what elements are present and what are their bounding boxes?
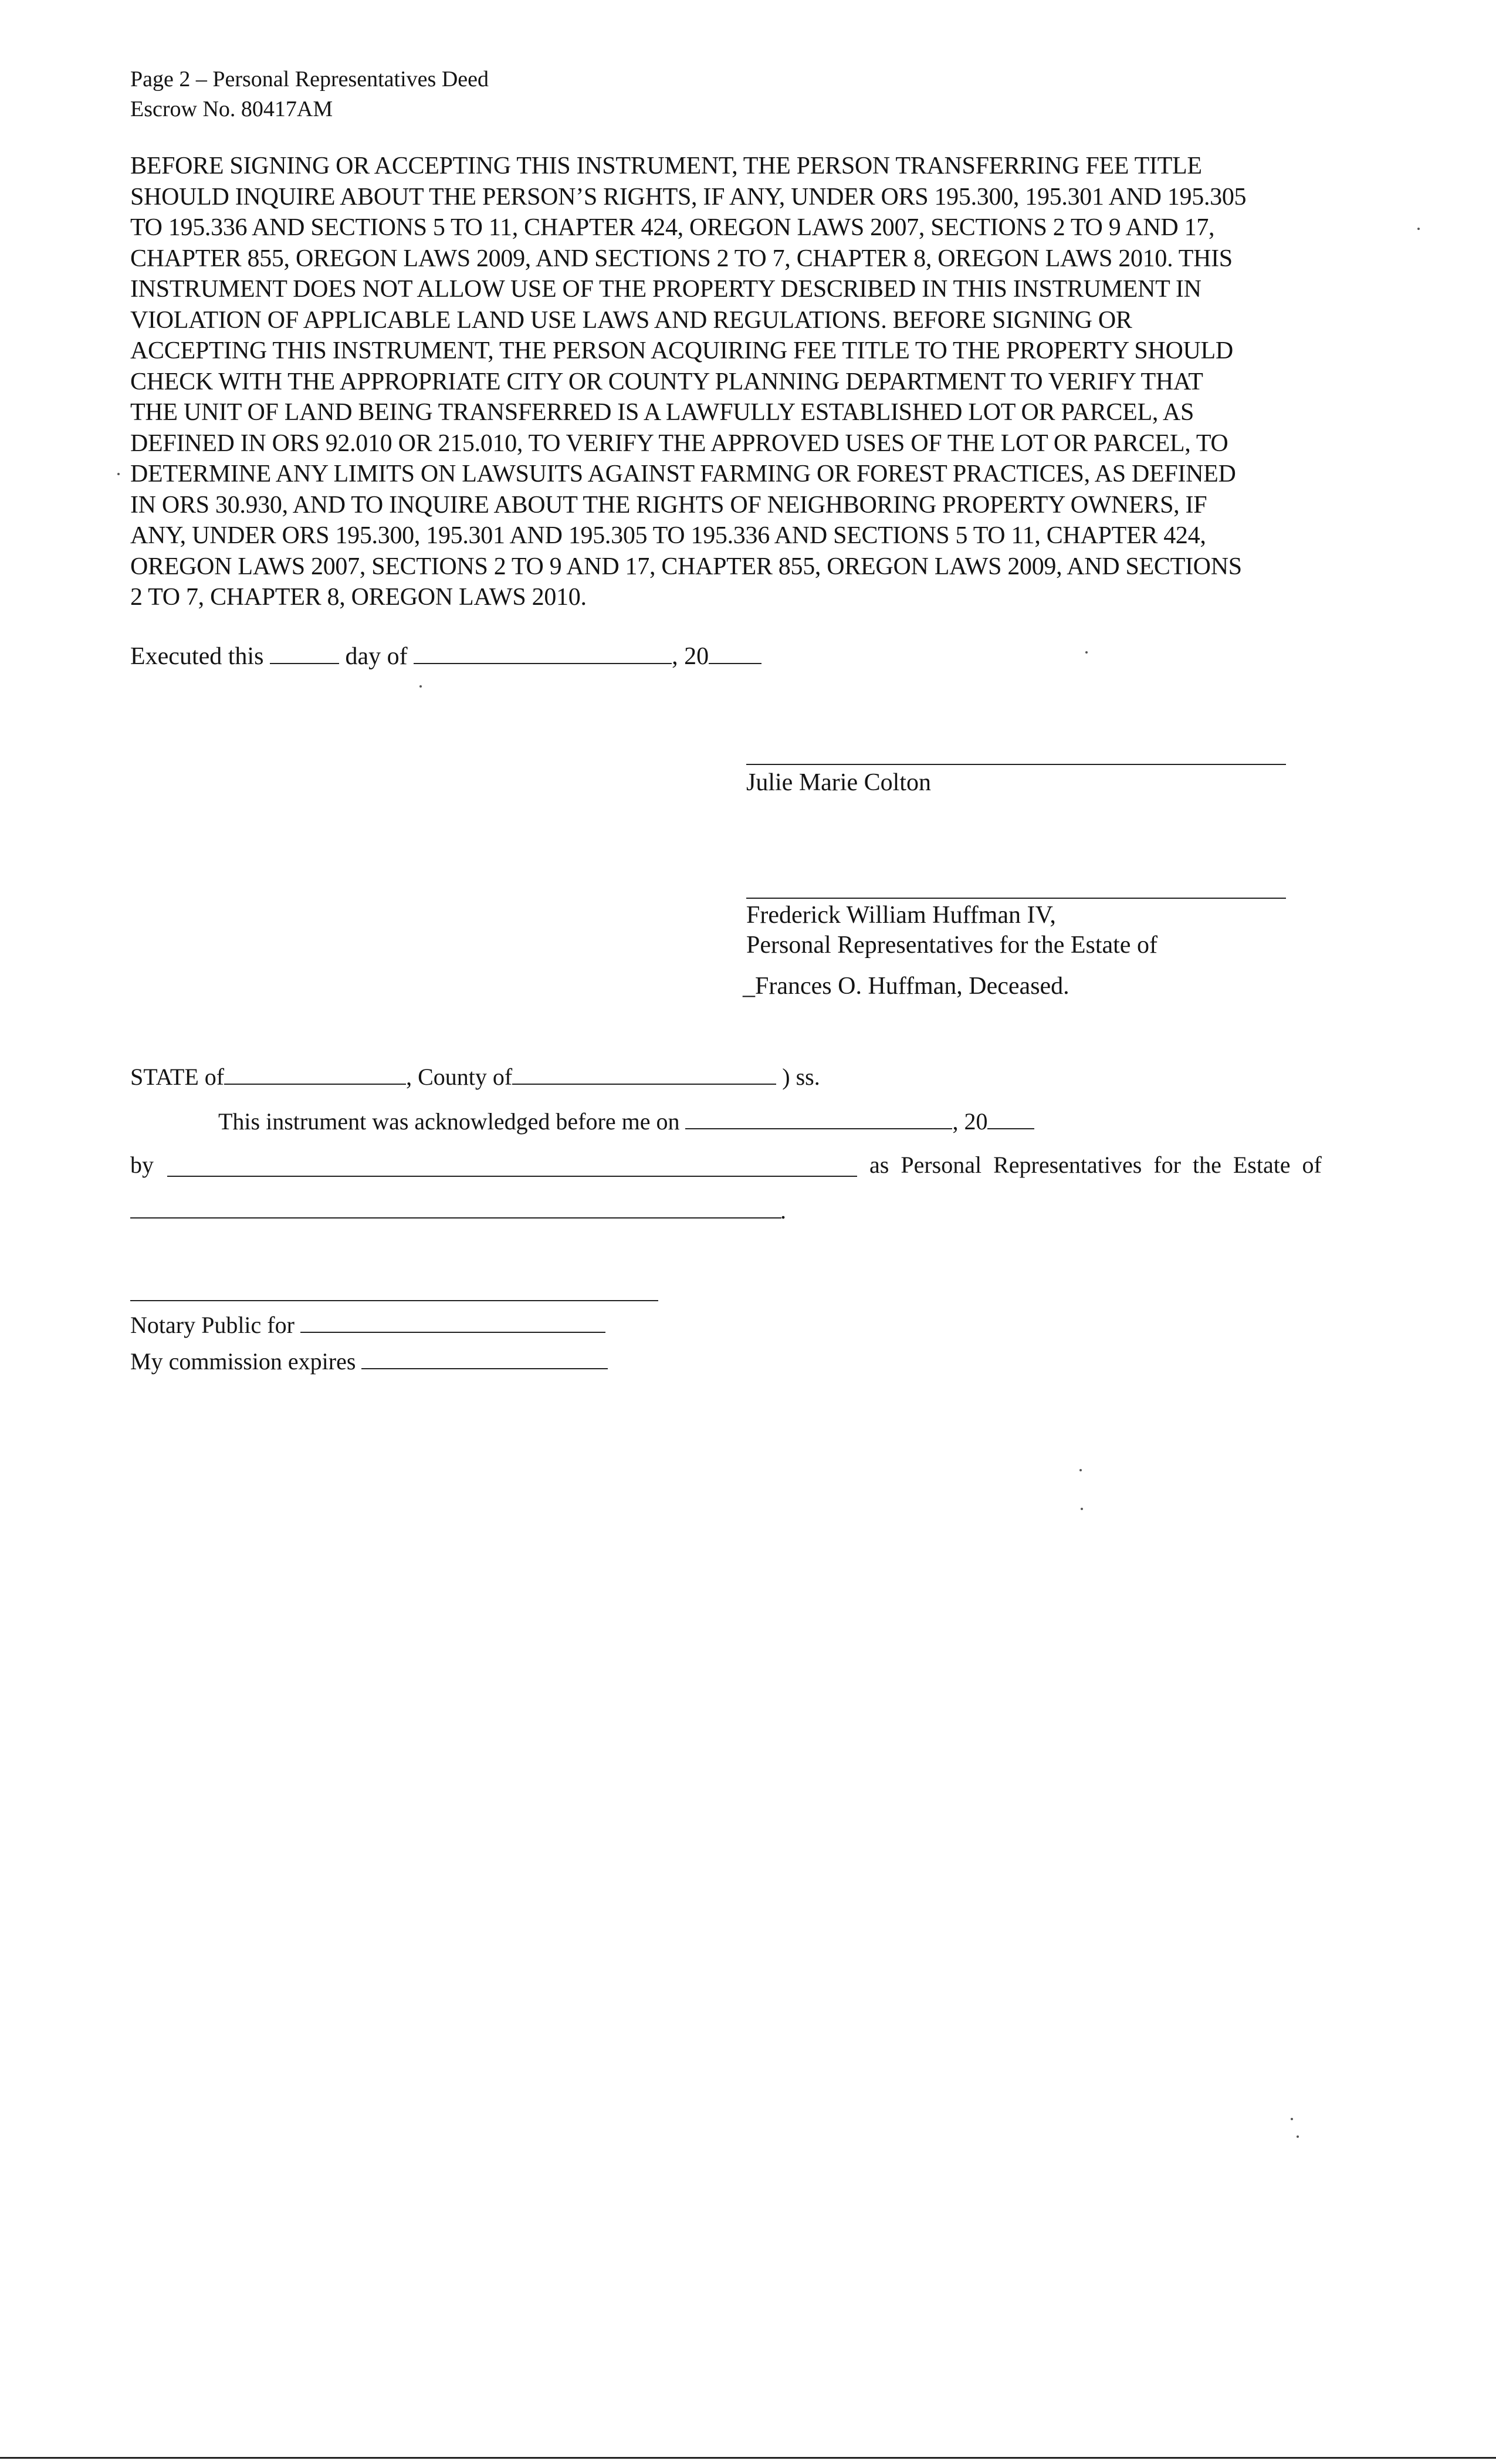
as-representatives-text: as Personal Representatives for the Estate of <box>869 1152 1322 1178</box>
commission-date-blank[interactable] <box>361 1347 608 1369</box>
notice-line: INSTRUMENT DOES NOT ALLOW USE OF THE PROPERTY DESCRIBED IN THIS INSTRUMENT IN <box>130 276 1201 303</box>
signature-line-2[interactable] <box>746 898 1286 899</box>
notice-line: CHECK WITH THE APPROPRIATE CITY OR COUNTY PLANNING DEPARTMENT TO VERIFY THAT <box>130 368 1203 395</box>
signer-1-name: Julie Marie Colton <box>746 769 931 796</box>
statutory-notice <box>130 151 1246 613</box>
escrow-number: Escrow No. 80417AM <box>130 97 333 121</box>
ss-label: ) ss. <box>782 1064 820 1090</box>
estate-period: . <box>780 1197 786 1224</box>
acknowledged-text: This instrument was acknowledged before me on <box>218 1108 680 1135</box>
notice-line: ACCEPTING THIS INSTRUMENT, THE PERSON ACQUIRING FEE TITLE TO THE PROPERTY SHOULD <box>130 337 1233 364</box>
state-blank[interactable] <box>224 1062 406 1085</box>
county-blank[interactable] <box>512 1062 776 1085</box>
acknowledged-line <box>218 1107 1034 1136</box>
scan-speck <box>1081 1508 1083 1510</box>
executed-prefix: Executed this <box>130 643 264 670</box>
commission-label: My commission expires <box>130 1348 356 1375</box>
executed-day-of: day of <box>345 643 408 670</box>
notice-line: SHOULD INQUIRE ABOUT THE PERSON’S RIGHTS, IF ANY, UNDER ORS 195.300, 195.301 AND 195.305 <box>130 183 1247 211</box>
notice-line: VIOLATION OF APPLICABLE LAND USE LAWS AND REGULATIONS. BEFORE SIGNING OR <box>130 306 1132 334</box>
notice-line: BEFORE SIGNING OR ACCEPTING THIS INSTRUMENT, THE PERSON TRANSFERRING FEE TITLE <box>130 153 1202 180</box>
scan-speck <box>117 473 120 475</box>
notice-line: THE UNIT OF LAND BEING TRANSFERRED IS A LAWFULLY ESTABLISHED LOT OR PARCEL, AS <box>130 399 1194 426</box>
notary-public-line <box>130 1311 605 1339</box>
notice-line: 2 TO 7, CHAPTER 8, OREGON LAWS 2010. <box>130 584 587 611</box>
notice-line: IN ORS 30.930, AND TO INQUIRE ABOUT THE RIGHTS OF NEIGHBORING PROPERTY OWNERS, IF <box>130 491 1207 519</box>
notice-line: TO 195.336 AND SECTIONS 5 TO 11, CHAPTER 424, OREGON LAWS 2007, SECTIONS 2 TO 9 AND 17, <box>130 214 1215 241</box>
scan-speck <box>1297 2135 1299 2138</box>
county-label: , County of <box>406 1064 513 1090</box>
scan-bottom-edge <box>0 2457 1496 2459</box>
executed-line <box>130 642 761 671</box>
by-name-blank[interactable] <box>167 1176 857 1177</box>
notary-public-label: Notary Public for <box>130 1312 295 1338</box>
estate-of-blank[interactable] <box>130 1217 781 1219</box>
notice-line: CHAPTER 855, OREGON LAWS 2009, AND SECTIONS 2 TO 7, CHAPTER 8, OREGON LAWS 2010. THIS <box>130 245 1233 272</box>
scan-speck <box>1079 1469 1082 1471</box>
scan-speck <box>1417 228 1420 230</box>
state-label: STATE of <box>130 1064 225 1090</box>
notary-signature-line[interactable] <box>130 1300 658 1301</box>
executed-year-blank[interactable] <box>709 642 761 664</box>
executed-day-blank[interactable] <box>270 642 339 664</box>
executed-year-prefix: , 20 <box>672 643 709 670</box>
scan-speck <box>1085 651 1088 654</box>
executed-month-blank[interactable] <box>414 642 672 664</box>
estate-name: _Frances O. Huffman, Deceased. <box>743 973 1069 1000</box>
notice-line: DETERMINE ANY LIMITS ON LAWSUITS AGAINST FARMING OR FOREST PRACTICES, AS DEFINED <box>130 461 1236 488</box>
state-county-line <box>130 1062 820 1091</box>
commission-line <box>130 1347 608 1376</box>
scan-speck <box>419 685 422 688</box>
signer-2-name: Frederick William Huffman IV, <box>746 902 1056 929</box>
scan-speck <box>1291 2118 1293 2120</box>
notice-line: DEFINED IN ORS 92.010 OR 215.010, TO VERIFY THE APPROVED USES OF THE LOT OR PARCEL, TO <box>130 429 1228 457</box>
signature-line-1[interactable] <box>746 764 1286 765</box>
notice-line: ANY, UNDER ORS 195.300, 195.301 AND 195.305 TO 195.336 AND SECTIONS 5 TO 11, CHAPTER 424, <box>130 522 1206 549</box>
notary-state-blank[interactable] <box>300 1311 605 1333</box>
signer-role: Personal Representatives for the Estate of <box>746 932 1157 959</box>
acknowledged-year-blank[interactable] <box>987 1107 1034 1129</box>
notice-line: OREGON LAWS 2007, SECTIONS 2 TO 9 AND 17, CHAPTER 855, OREGON LAWS 2009, AND SECTIONS <box>130 553 1242 580</box>
acknowledged-year-prefix: , 20 <box>952 1108 988 1135</box>
page-header-title: Page 2 – Personal Representatives Deed <box>130 67 489 92</box>
by-label: by <box>130 1152 154 1178</box>
acknowledged-date-blank[interactable] <box>685 1107 952 1129</box>
